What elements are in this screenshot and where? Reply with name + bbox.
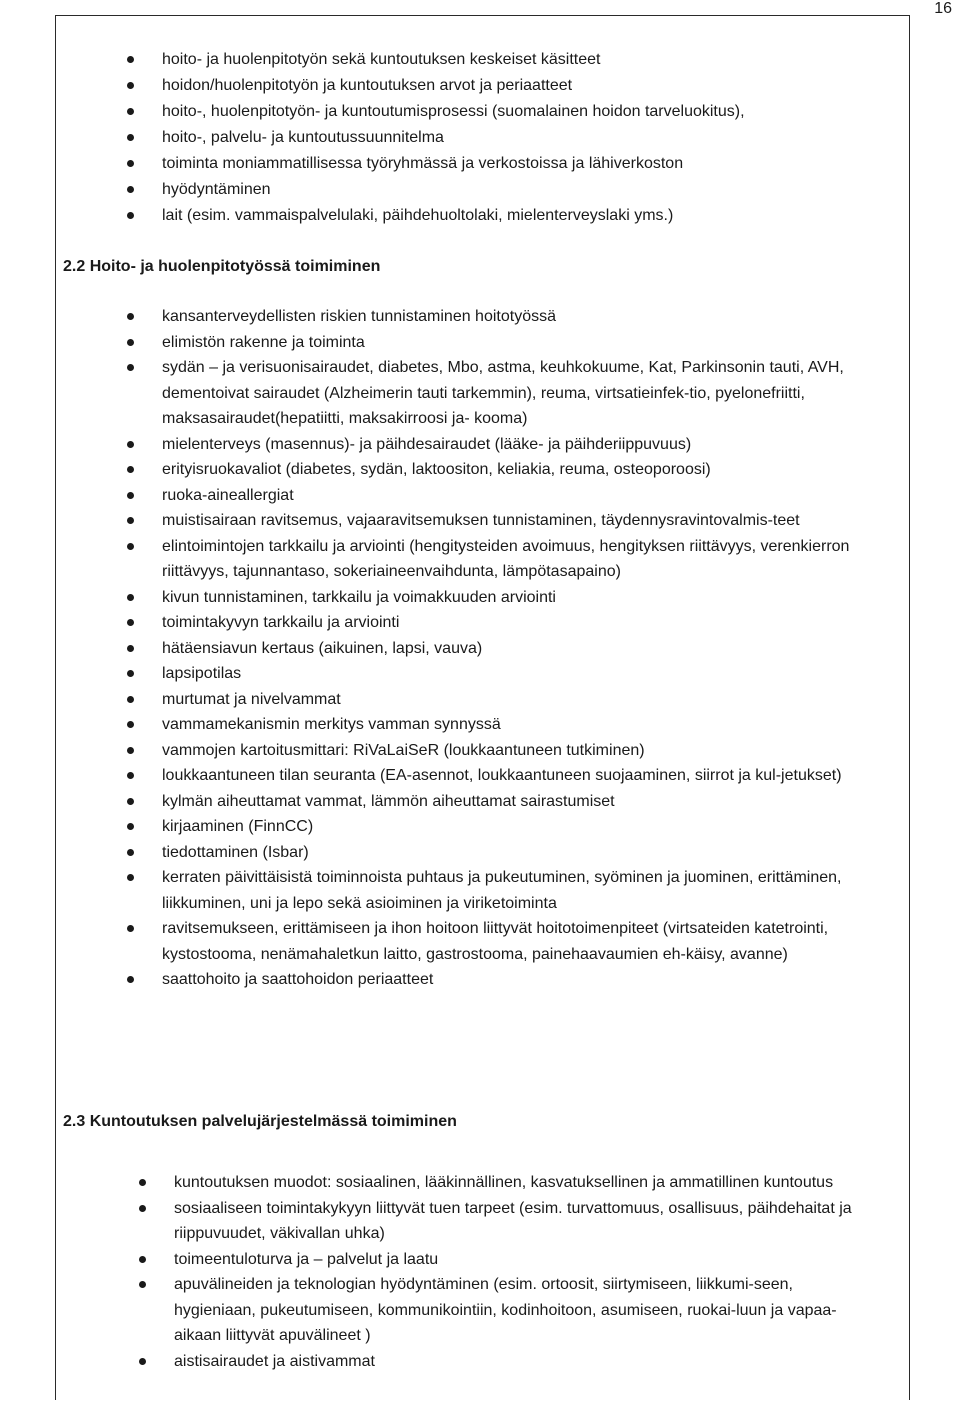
list-item — [162, 967, 882, 993]
bullet-icon — [127, 645, 134, 652]
list-item — [162, 534, 882, 585]
list-item — [174, 1170, 874, 1196]
list-item-text: tiedottaminen (Isbar) — [162, 843, 309, 861]
list-item-text: murtumat ja nivelvammat — [162, 690, 341, 708]
list-item-text: elimistön rakenne ja toiminta — [162, 333, 365, 351]
list-item-text: kuntoutuksen muodot: sosiaalinen, lääkinnällinen, kasvatuksellinen ja ammatillinen kuntoutus — [174, 1174, 834, 1191]
list-item — [162, 763, 882, 789]
bullet-icon — [127, 441, 134, 448]
list-item-text: kansanterveydellisten riskien tunnistaminen hoitotyössä — [162, 308, 556, 325]
list-item-text: toimintakyvyn tarkkailu ja arviointi — [162, 614, 400, 631]
bullet-icon — [127, 670, 134, 677]
list-item-text: toiminta moniammatillisessa työryhmässä ja verkostoissa ja lähiverkoston — [162, 155, 684, 172]
list-item — [162, 840, 882, 866]
bullet-icon — [139, 1205, 146, 1212]
list-item-text: kerraten päivittäisistä toiminnoista puhtaus ja pukeutuminen, syöminen ja juominen, erittäminen, liikkuminen, uni ja lepo sekä asioiminen ja viriketoiminta — [162, 869, 842, 912]
page-number: 16 — [934, 0, 952, 17]
list-item-text: mielenterveys (masennus)- ja päihdesairaudet (lääke- ja päihderiippuvuus) — [162, 435, 692, 453]
list-item-text: kirjaaminen (FinnCC) — [162, 818, 314, 835]
bullet-icon — [127, 212, 134, 219]
section-22-list — [162, 304, 882, 993]
list-item — [162, 304, 882, 330]
list-item-text: loukkaantuneen tilan seuranta (EA-asennot, loukkaantuneen suojaaminen, siirrot ja kul-jetukset) — [162, 767, 842, 784]
list-item — [162, 483, 882, 509]
bullet-icon — [127, 772, 134, 779]
list-item — [174, 1349, 874, 1375]
list-item — [174, 1196, 874, 1247]
list-item-text: kivun tunnistaminen, tarkkailu ja voimakkuuden arviointi — [162, 588, 556, 606]
bullet-icon — [127, 517, 134, 524]
list-item-text: ruoka-aineallergiat — [162, 486, 294, 504]
bullet-icon — [127, 849, 134, 856]
bullet-icon — [127, 747, 134, 754]
list-item — [162, 585, 882, 611]
bullet-icon — [127, 160, 134, 167]
list-item-text: hätäensiavun kertaus (aikuinen, lapsi, vauva) — [162, 639, 483, 657]
section-23-heading: 2.3 Kuntoutuksen palvelujärjestelmässä toimiminen — [63, 1113, 457, 1130]
list-item — [162, 47, 882, 73]
section-23-list — [174, 1170, 874, 1374]
list-item — [162, 330, 882, 356]
bullet-icon — [127, 56, 134, 63]
list-item — [174, 1247, 874, 1273]
list-item-text: ravitsemukseen, erittämiseen ja ihon hoitoon liittyvät hoitotoimenpiteet (virtsateiden katetrointi, kystostooma, nenämahaletkun laitto, gastrostooma, painehaavaumien eh-käisy, avanne) — [162, 920, 829, 963]
list-item-text: kylmän aiheuttamat vammat, lämmön aiheuttamat sairastumiset — [162, 792, 615, 810]
list-item-text: hyödyntäminen — [162, 181, 271, 198]
list-item — [162, 457, 882, 483]
list-item-text: sosiaaliseen toimintakykyyn liittyvät tuen tarpeet (esim. turvattomuus, osallisuus, päihdehaitat ja riippuvuudet, väkivallan uhka) — [174, 1199, 852, 1242]
list-item — [162, 661, 882, 687]
list-item — [162, 865, 882, 916]
list-item-text: hoidon/huolenpitotyön ja kuntoutuksen arvot ja periaatteet — [162, 77, 573, 94]
list-item-text: toimeentuloturva ja – palvelut ja laatu — [174, 1250, 439, 1268]
bullet-icon — [127, 976, 134, 983]
list-item-text: vammamekanismin merkitys vamman synnyssä — [162, 716, 501, 733]
intro-list — [162, 47, 882, 229]
list-item-text: hoito- ja huolenpitotyön sekä kuntoutuksen keskeiset käsitteet — [162, 51, 601, 68]
section-22-heading: 2.2 Hoito- ja huolenpitotyössä toimiminen — [63, 258, 381, 275]
list-item-text: erityisruokavaliot (diabetes, sydän, laktoositon, keliakia, reuma, osteoporoosi) — [162, 461, 711, 478]
bullet-icon — [127, 619, 134, 626]
bullet-icon — [127, 925, 134, 932]
bullet-icon — [127, 82, 134, 89]
list-item-text: elintoimintojen tarkkailu ja arviointi (hengitysteiden avoimuus, hengityksen riittävyys, verenkierron riittävyys, tajunnantaso, sokeriaineenvaihdunta, lämpötasapaino) — [162, 537, 850, 580]
list-item — [162, 712, 882, 738]
bullet-icon — [127, 364, 134, 371]
list-item-text: apuvälineiden ja teknologian hyödyntäminen (esim. ortoosit, siirtymiseen, liikkumi-seen, hygieniaan, pukeutumiseen, kommunikointiin, kodinhoitoon, asumiseen, ruokai-luun ja vapaa-aikaan liittyvät apuvälineet ) — [174, 1276, 837, 1344]
list-item-text: sydän – ja verisuonisairaudet, diabetes, Mbo, astma, keuhkokuume, Kat, Parkinsonin tauti, AVH, dementoivat sairaudet (Alzheimerin tauti tarkemmin), reuma, virtsatieinfek-tio, pyelonefriitti, maksasairaudet(hepatiitti, maksakirroosi ja- kooma) — [162, 359, 844, 427]
list-item — [162, 610, 882, 636]
bullet-icon — [127, 313, 134, 320]
list-item-text: lapsipotilas — [162, 665, 242, 682]
list-item — [162, 203, 882, 229]
list-item — [162, 508, 882, 534]
list-item — [162, 355, 882, 432]
bullet-icon — [127, 696, 134, 703]
bullet-icon — [127, 721, 134, 728]
list-item — [162, 814, 882, 840]
bullet-icon — [127, 466, 134, 473]
list-item-text: saattohoito ja saattohoidon periaatteet — [162, 971, 434, 988]
bullet-icon — [127, 186, 134, 193]
list-item — [174, 1272, 874, 1349]
list-item — [162, 151, 882, 177]
list-item-text: hoito-, palvelu- ja kuntoutussuunnitelma — [162, 129, 444, 146]
bullet-icon — [139, 1256, 146, 1263]
list-item — [162, 636, 882, 662]
list-item — [162, 687, 882, 713]
bullet-icon — [127, 823, 134, 830]
bullet-icon — [127, 798, 134, 805]
list-item — [162, 916, 882, 967]
bullet-icon — [127, 134, 134, 141]
list-item — [162, 738, 882, 764]
bullet-icon — [127, 543, 134, 550]
list-item-text: aistisairaudet ja aistivammat — [174, 1352, 375, 1370]
bullet-icon — [127, 492, 134, 499]
bullet-icon — [139, 1281, 146, 1288]
bullet-icon — [127, 874, 134, 881]
list-item — [162, 432, 882, 458]
list-item — [162, 177, 882, 203]
list-item-text: hoito-, huolenpitotyön- ja kuntoutumisprosessi (suomalainen hoidon tarveluokitus), — [162, 103, 745, 120]
list-item-text: vammojen kartoitusmittari: RiVaLaiSeR (loukkaantuneen tutkiminen) — [162, 741, 645, 759]
bullet-icon — [127, 108, 134, 115]
list-item — [162, 125, 882, 151]
bullet-icon — [139, 1179, 146, 1186]
list-item-text: muistisairaan ravitsemus, vajaaravitsemuksen tunnistaminen, täydennysravintovalmis-teet — [162, 512, 800, 529]
bullet-icon — [139, 1358, 146, 1365]
list-item — [162, 789, 882, 815]
list-item-text: lait (esim. vammaispalvelulaki, päihdehuoltolaki, mielenterveyslaki yms.) — [162, 207, 674, 224]
list-item — [162, 99, 882, 125]
bullet-icon — [127, 594, 134, 601]
bullet-icon — [127, 339, 134, 346]
list-item — [162, 73, 882, 99]
